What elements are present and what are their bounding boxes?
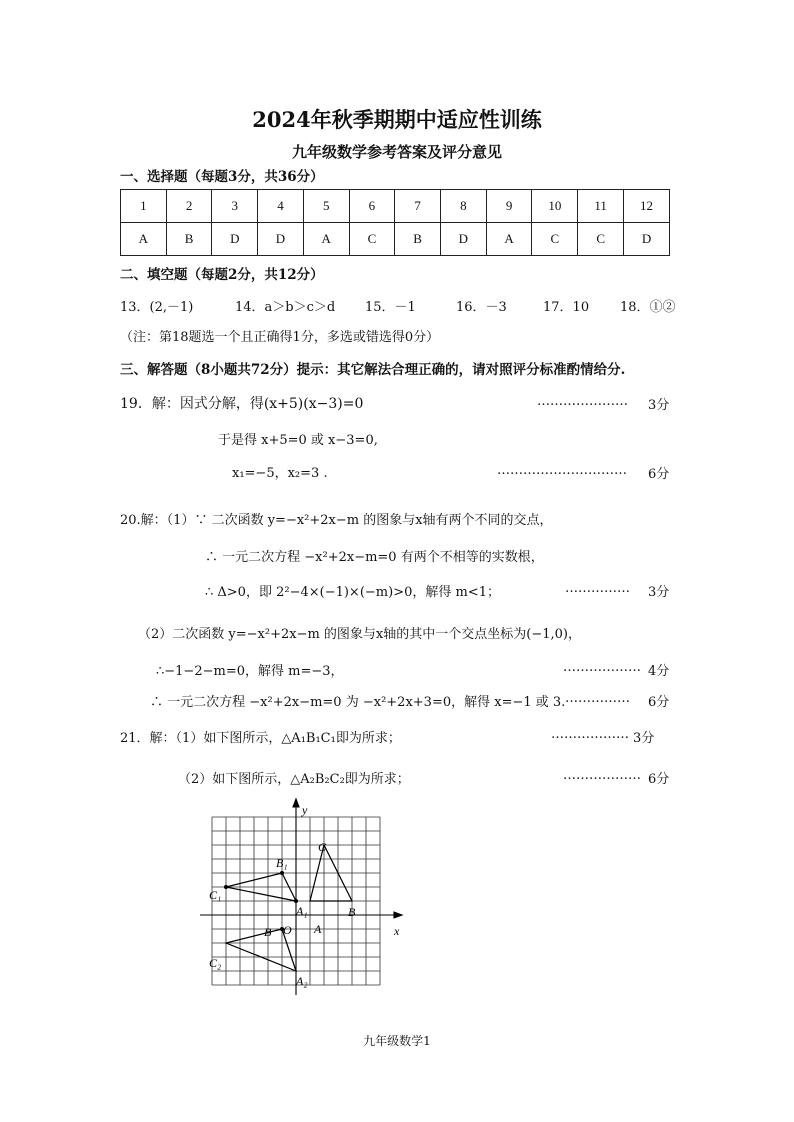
table-cell: 6 (349, 190, 395, 223)
q20-line3: ∴ Δ>0，即 2²−4×(−1)×(−m)>0，解得 m<1； (205, 585, 500, 600)
table-cell: 10 (532, 190, 578, 223)
table-cell: B (166, 223, 212, 256)
q20-score3: 3分 (648, 585, 670, 600)
q19-line2: 于是得 x+5=0 或 x−3=0, (218, 433, 378, 448)
q19-dots1: ………………… (537, 394, 628, 409)
table-cell: 7 (395, 190, 441, 223)
q21-dots1: ……………… (551, 727, 629, 742)
q20-dots6: …………… (565, 691, 630, 706)
table-cell: A (303, 223, 349, 256)
q21-dots2: ……………… (563, 768, 641, 783)
q20-line6: ∴ 一元二次方程 −x²+2x−m=0 为 −x²+2x+3=0，解得 x=−1 或 3. (150, 695, 566, 710)
q19-line1: 19．解：因式分解，得(x+5)(x−3)=0 (120, 396, 364, 412)
axes (200, 799, 402, 995)
fill-answer-16: 16．－3 (456, 300, 507, 315)
point-b2-label: B (264, 925, 272, 939)
table-cell: C (349, 223, 395, 256)
page-subtitle: 九年级数学参考答案及评分意见 (291, 143, 502, 161)
fill-answer-17: 17．10 (543, 300, 590, 315)
point-a-label: A (314, 922, 322, 936)
origin-label: O (283, 923, 292, 937)
section3-heading: 三、解答题（8小题共72分）提示：其它解法合理正确的，请对照评分标准酌情给分. (120, 362, 626, 378)
table-cell: A (486, 223, 532, 256)
table-cell: 12 (624, 190, 670, 223)
fill-answer-13: 13．(2,－1) (120, 300, 194, 315)
table-cell: D (212, 223, 258, 256)
table-cell: 8 (440, 190, 486, 223)
table-cell: D (440, 223, 486, 256)
table-cell: A (121, 223, 167, 256)
q20-line5: ∴−1−2−m=0，解得 m=−3， (156, 664, 344, 679)
q20-dots3: …………… (565, 581, 630, 596)
q20-score5: 4分 (648, 664, 670, 679)
table-cell: C (532, 223, 578, 256)
table-cell: 9 (486, 190, 532, 223)
q19-score1: 3分 (648, 398, 670, 413)
q20-line4: （2）二次函数 y=−x²+2x−m 的图象与x轴的其中一个交点坐标为(−1,0)， (138, 627, 581, 642)
point-c1-label: C₁ (209, 888, 222, 902)
table-cell: 1 (121, 190, 167, 223)
x-axis-label: x (394, 924, 400, 938)
fill-answer-14: 14．a＞b＞c＞d (235, 300, 336, 315)
q21-line2: （2）如下图所示，△A₂B₂C₂即为所求； (178, 772, 410, 787)
q19-line3: x₁=−5，x₂=3 . (232, 466, 328, 481)
point-b1-label: B₁ (276, 856, 288, 870)
point-c2-label: C₂ (209, 956, 222, 970)
q19-dots3: ………………………… (497, 463, 627, 478)
q21-line1: 21．解：（1）如下图所示，△A₁B₁C₁即为所求； (120, 731, 401, 746)
table-cell: D (258, 223, 304, 256)
point-b-label: B (348, 905, 356, 919)
table-cell: B (395, 223, 441, 256)
section1-heading: 一、选择题（每题3分，共36分） (120, 169, 324, 185)
section2-note: （注：第18题选一个且正确得1分，多选或错选得0分） (120, 330, 440, 345)
q20-dots5: ……………… (563, 660, 641, 675)
q19-score3: 6分 (648, 467, 670, 482)
q21-score1: 3分 (633, 731, 655, 746)
section2-heading: 二、填空题（每题2分，共12分） (120, 267, 324, 283)
fill-answer-15: 15．－1 (365, 300, 416, 315)
table-row (121, 190, 670, 223)
q20-line1: 20.解：（1）∵ 二次函数 y=−x²+2x−m 的图象与x轴有两个不同的交点， (120, 513, 553, 528)
table-cell: 4 (258, 190, 304, 223)
answer-table (120, 189, 670, 256)
table-cell: D (624, 223, 670, 256)
coordinate-grid-figure (200, 795, 410, 995)
q20-line2: ∴ 一元二次方程 −x²+2x−m=0 有两个不相等的实数根， (205, 550, 544, 565)
table-cell: 2 (166, 190, 212, 223)
point-c-label: C (318, 840, 327, 854)
page-footer: 九年级数学1 (363, 1034, 431, 1048)
point-a2-label: A₂ (296, 974, 308, 988)
y-axis-label: y (302, 803, 308, 817)
table-cell: C (578, 223, 624, 256)
page-title: 2024年秋季期期中适应性训练 (252, 107, 542, 132)
q20-score6: 6分 (648, 695, 670, 710)
table-row (121, 223, 670, 256)
fill-answer-18: 18．①② (620, 300, 676, 315)
table-cell: 3 (212, 190, 258, 223)
point-a1-label: A₁ (296, 904, 308, 918)
q21-score2: 6分 (648, 772, 670, 787)
table-cell: 11 (578, 190, 624, 223)
table-cell: 5 (303, 190, 349, 223)
